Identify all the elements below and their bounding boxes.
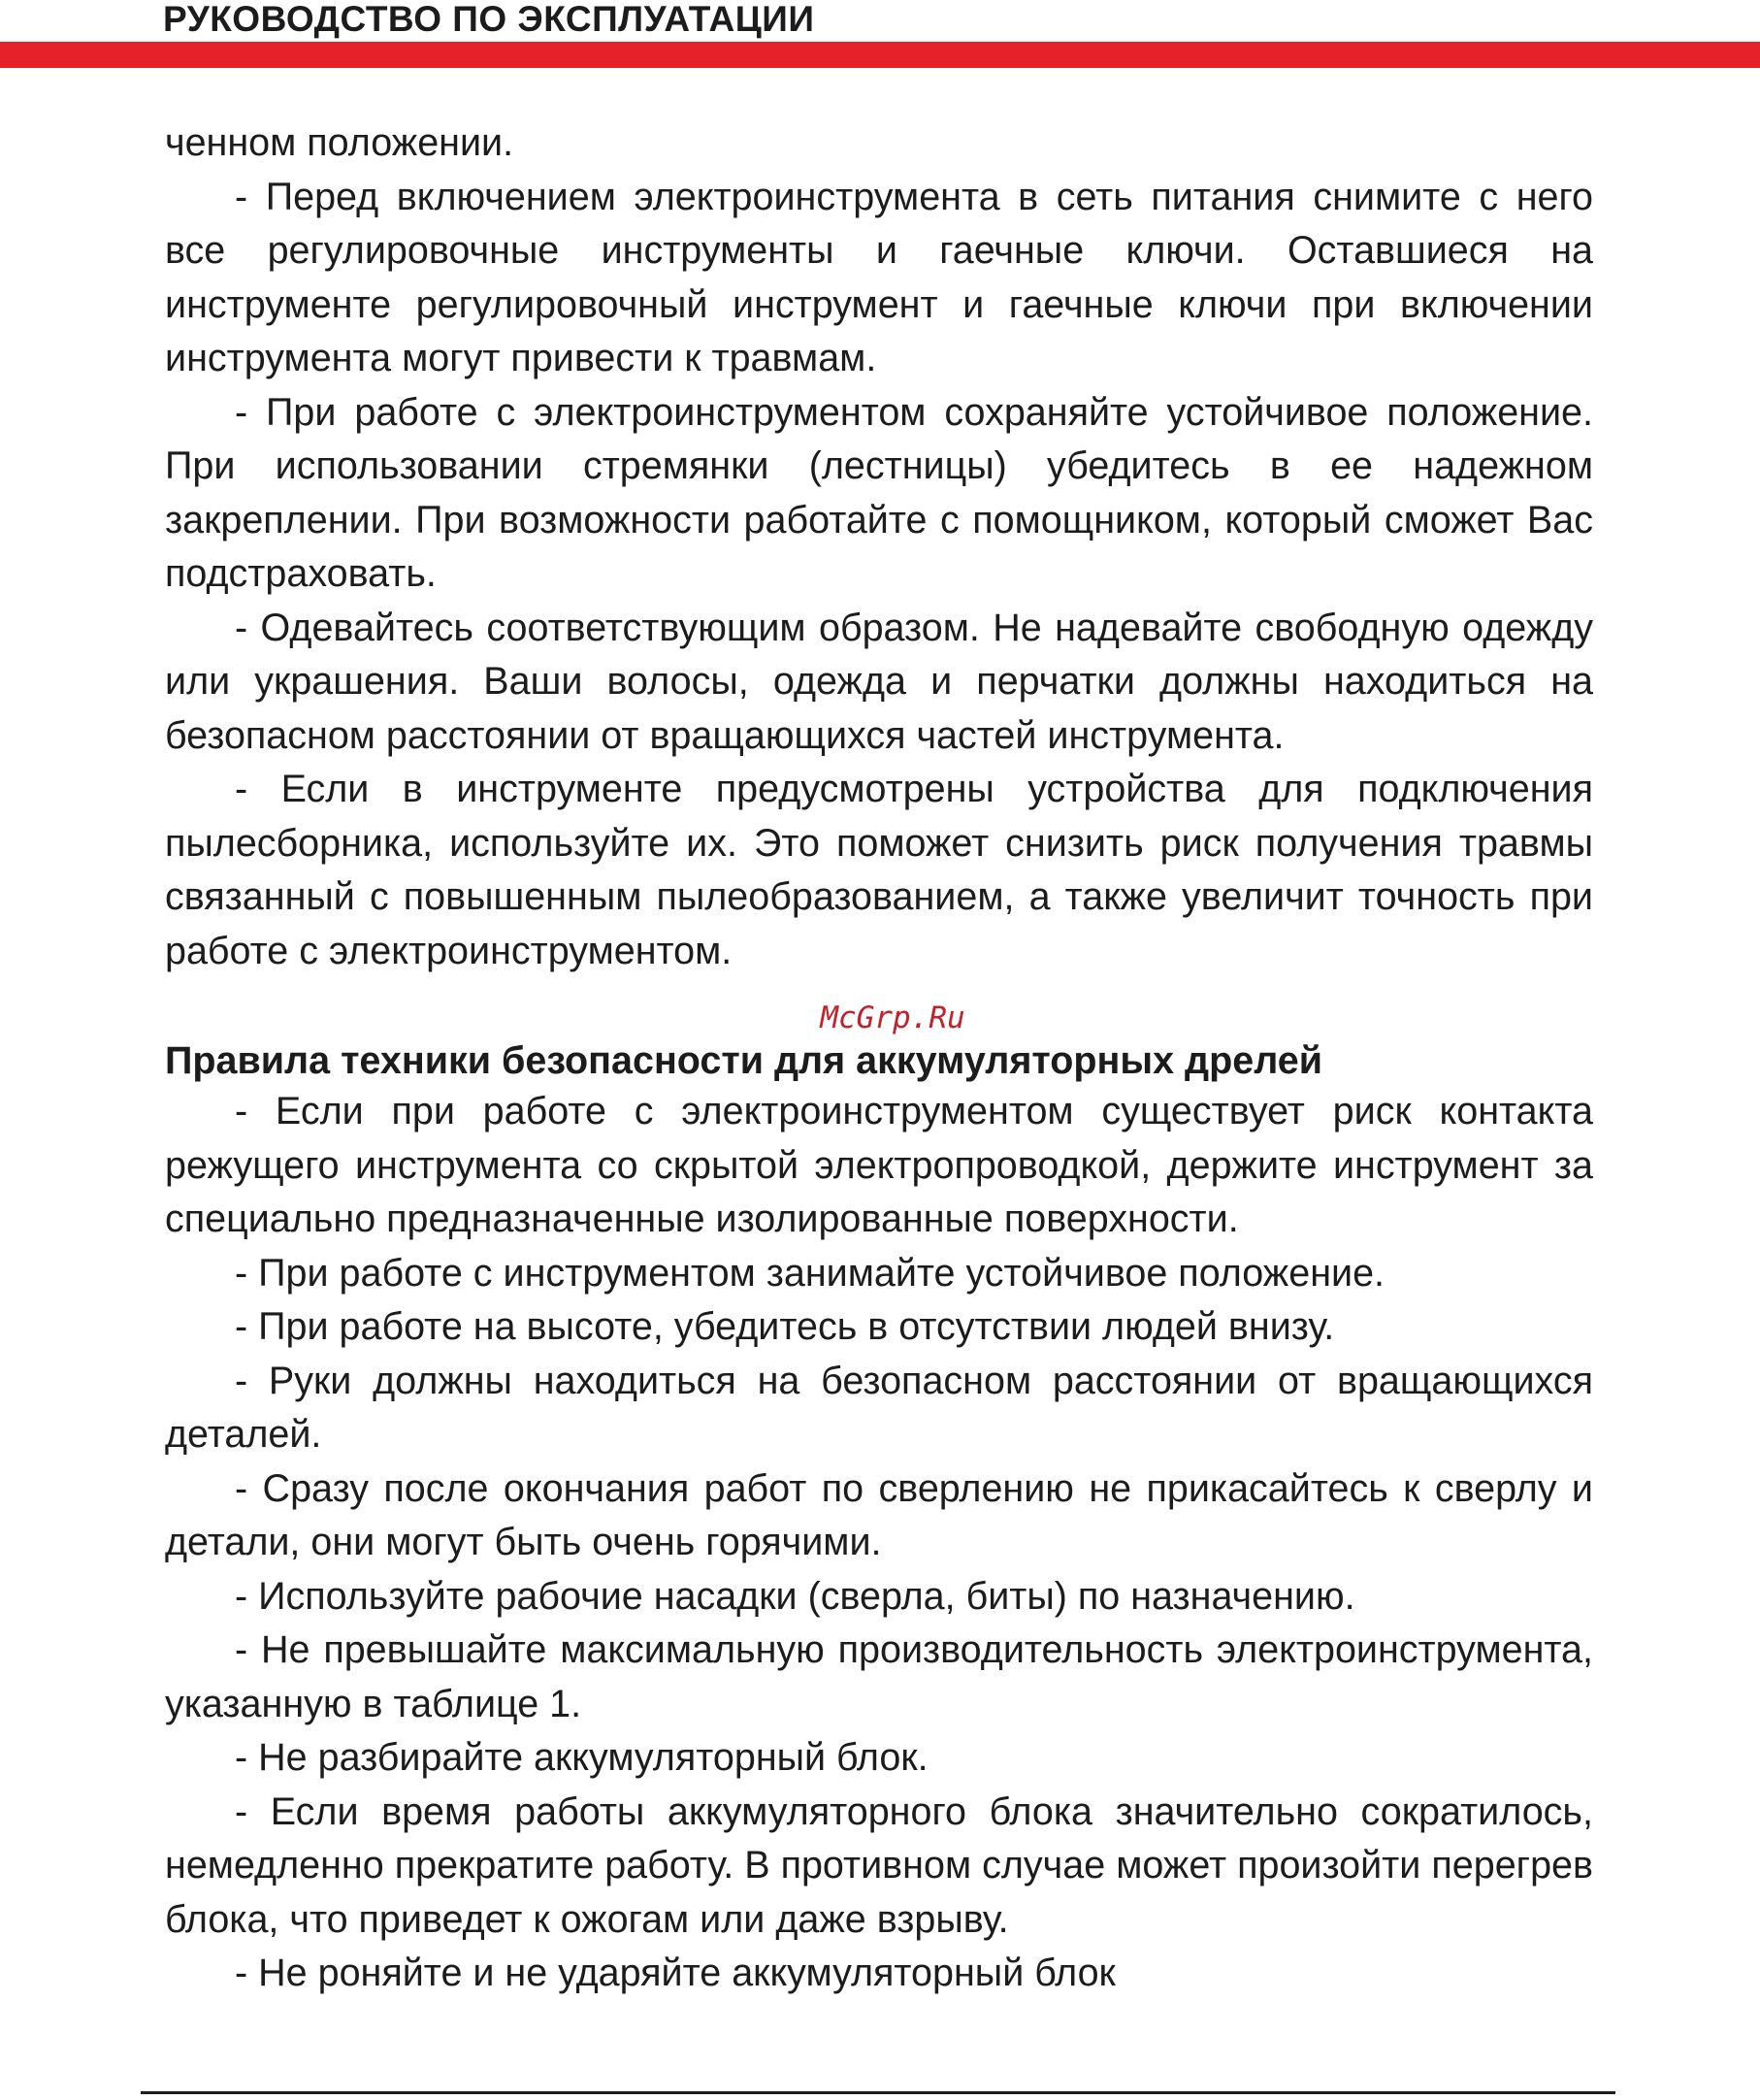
rule-paragraph: - Не превышайте максимальную производительность электроинструмента, указанную в таблице 1. [165,1628,1593,1725]
page-body [165,116,1593,2001]
watermark-text: McGrp.Ru [820,1001,965,1035]
paragraph-continuation: ченном положении. [165,121,514,164]
section-heading: Правила техники безопасности для аккумуляторных дрелей [165,1039,1323,1082]
footer-divider [141,2091,1615,2094]
rule-paragraph: - Используйте рабочие насадки (сверла, биты) по назначению. [235,1574,1355,1618]
rule-paragraph: - Сразу после окончания работ по сверлению не прикасайтесь к сверлу и детали, они могут быть очень горячими. [165,1466,1593,1563]
paragraph-clothing: - Одевайтесь соответствующим образом. Не надевайте свободную одежду или украшения. Ваши волосы, одежда и перчатки должны находиться на безопасном расстоянии от вращающихся частей инструмента. [165,606,1593,757]
rule-paragraph: - Не разбирайте аккумуляторный блок. [235,1736,929,1779]
page-header-title: РУКОВОДСТВО ПО ЭКСПЛУАТАЦИИ [163,0,815,39]
header-accent-bar [0,42,1760,68]
rule-paragraph: - Руки должны находиться на безопасном расстоянии от вращающихся деталей. [165,1359,1593,1456]
rule-paragraph: - Если при работе с электроинструментом существует риск контакта режущего инструмента со скрытой электропроводкой, держите инструмент за специально предназначенные изолированные поверхности. [165,1090,1593,1240]
rule-paragraph: - При работе с инструментом занимайте устойчивое положение. [235,1251,1385,1295]
paragraph-remove-keys: - Перед включением электроинструмента в сеть питания снимите с него все регулировочные инструменты и гаечные ключи. Оставшиеся на инструменте регулировочный инструмент и гаечные ключи при включении инструмента могут привести к травмам. [165,175,1593,379]
rule-paragraph: - При работе на высоте, убедитесь в отсутствии людей внизу. [235,1305,1335,1348]
paragraph-stable-position: - При работе с электроинструментом сохраняйте устойчивое положение. При использовании стремянки (лестницы) убедитесь в ее надежном закреплении. При возможности работайте с помощником, который сможет Вас подстраховать. [165,390,1593,595]
rule-paragraph: - Если время работы аккумуляторного блока значительно сократилось, немедленно прекратите работу. В противном случае может произойти перегрев блока, что приведет к ожогам или даже взрыву. [165,1789,1593,1941]
rule-paragraph: - Не роняйте и не ударяйте аккумуляторный блок [235,1952,1116,1994]
paragraph-dust-collector: - Если в инструменте предусмотрены устройства для подключения пылесборника, используйте их. Это поможет снизить риск получения травмы связанный с повышенным пылеобразованием, а также увеличит точность при работе с электроинструментом. [165,768,1593,972]
